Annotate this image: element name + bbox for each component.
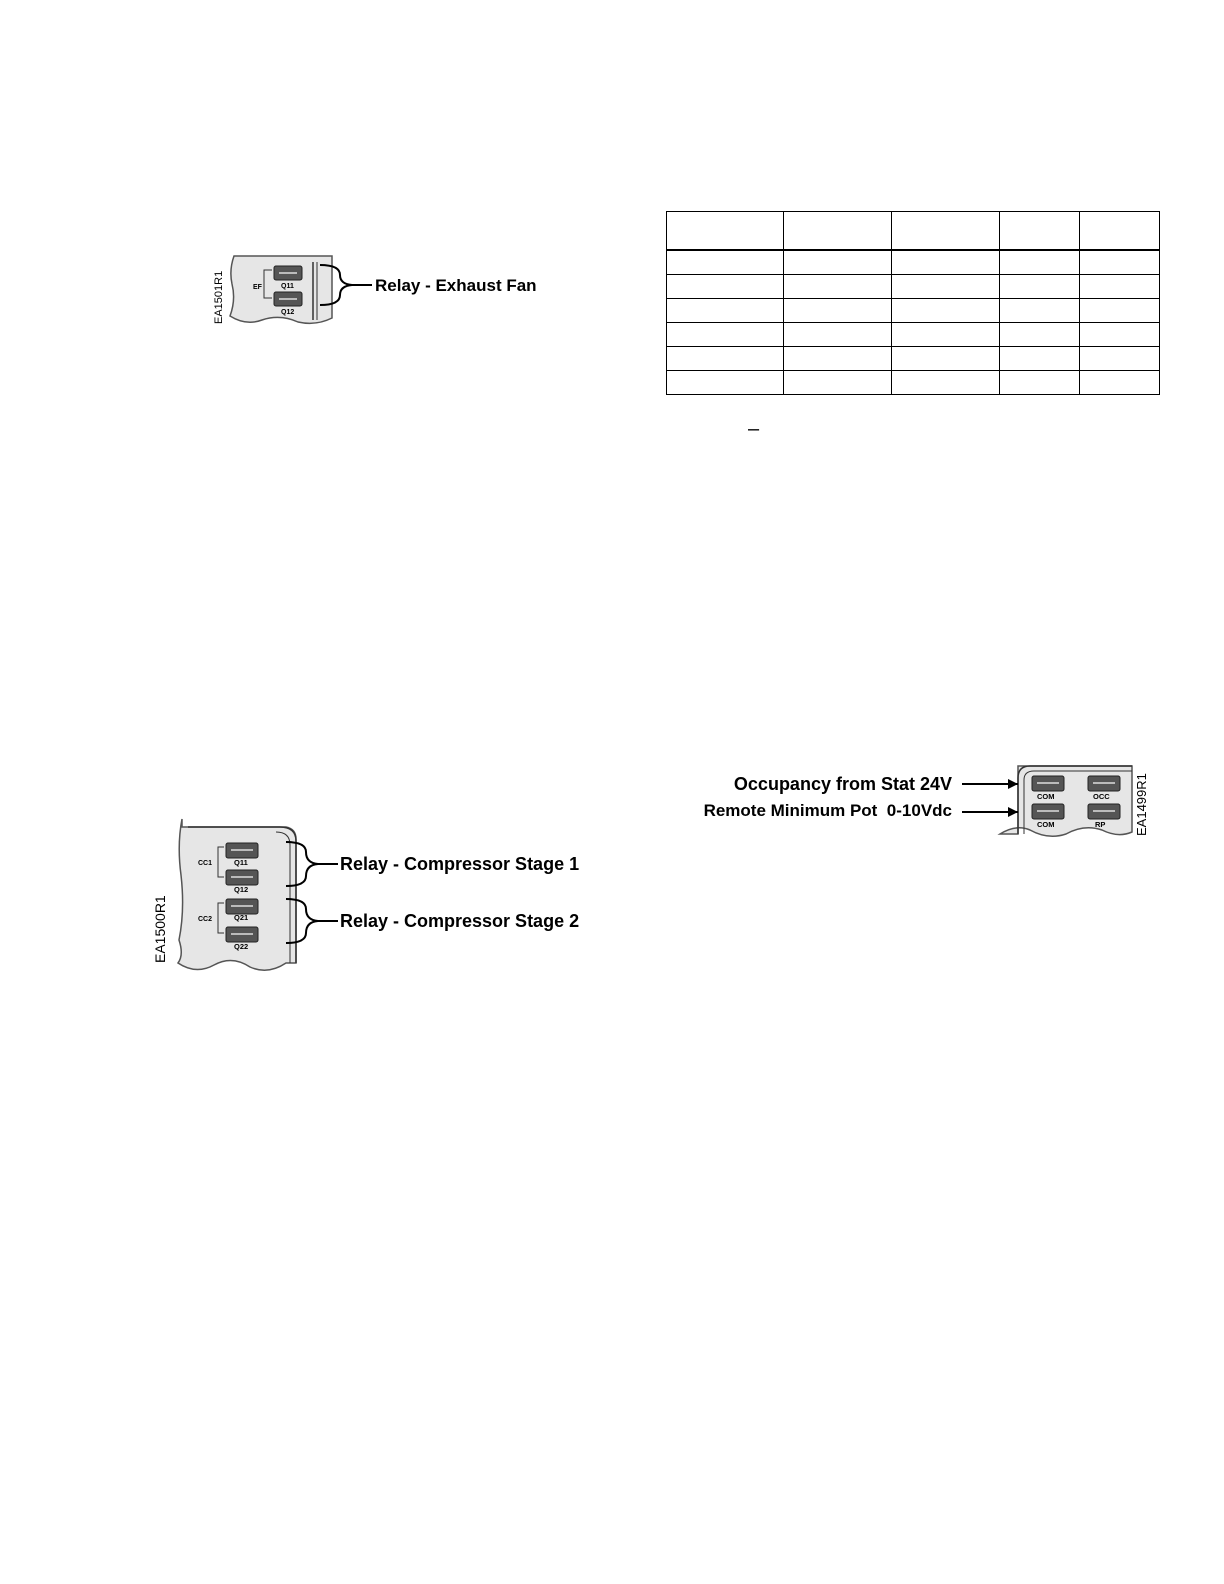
terminal-com-bottom-label: COM <box>1037 820 1055 829</box>
terminal-rp-label: RP <box>1095 820 1106 829</box>
table-row <box>667 250 1160 275</box>
terminal-q11-label: Q11 <box>234 858 248 867</box>
group-label-cc2: CC2 <box>198 916 213 923</box>
compressor-stage1-callout: Relay - Compressor Stage 1 <box>340 854 580 874</box>
table-row <box>667 371 1160 395</box>
compressor-stage2-callout: Relay - Compressor Stage 2 <box>340 911 580 931</box>
table-header-cell <box>1000 212 1080 251</box>
figure-id: EA1499R1 <box>1134 773 1149 836</box>
table-row <box>667 275 1160 299</box>
table-header-cell <box>667 212 784 251</box>
occupancy-figure <box>670 760 1160 845</box>
compressor-relay-figure <box>150 815 610 975</box>
remote-pot-callout: Remote Minimum Pot 0-10Vdc <box>703 801 952 820</box>
table-header-cell <box>1080 212 1160 251</box>
footnote-mark: – <box>748 418 760 440</box>
figure-id: EA1501R1 <box>213 270 225 324</box>
exhaust-fan-relay-figure <box>200 250 560 330</box>
figure-id: EA1500R1 <box>152 895 168 963</box>
table-header-cell <box>892 212 1000 251</box>
table-row <box>667 299 1160 323</box>
table-header-cell <box>784 212 892 251</box>
terminal-occ-label: OCC <box>1093 792 1110 801</box>
terminal-q12-label: Q12 <box>234 885 249 894</box>
terminal-q12-label: Q12 <box>281 309 295 316</box>
table-header-row <box>667 212 1160 251</box>
arrow-remote-icon <box>1008 807 1018 817</box>
group-label-cc1: CC1 <box>198 860 213 867</box>
terminal-q11-label: Q11 <box>281 283 294 290</box>
exhaust-fan-callout: Relay - Exhaust Fan <box>375 276 537 295</box>
occupancy-callout: Occupancy from Stat 24V <box>733 774 952 794</box>
terminal-com-top-label: COM <box>1037 792 1055 801</box>
group-label-ef: EF <box>253 284 262 291</box>
table-row <box>667 323 1160 347</box>
terminal-q22-label: Q22 <box>234 942 249 951</box>
data-table <box>666 211 1160 395</box>
table-row <box>667 347 1160 371</box>
arrow-occupancy-icon <box>1008 779 1018 789</box>
terminal-q21-label: Q21 <box>234 913 249 922</box>
